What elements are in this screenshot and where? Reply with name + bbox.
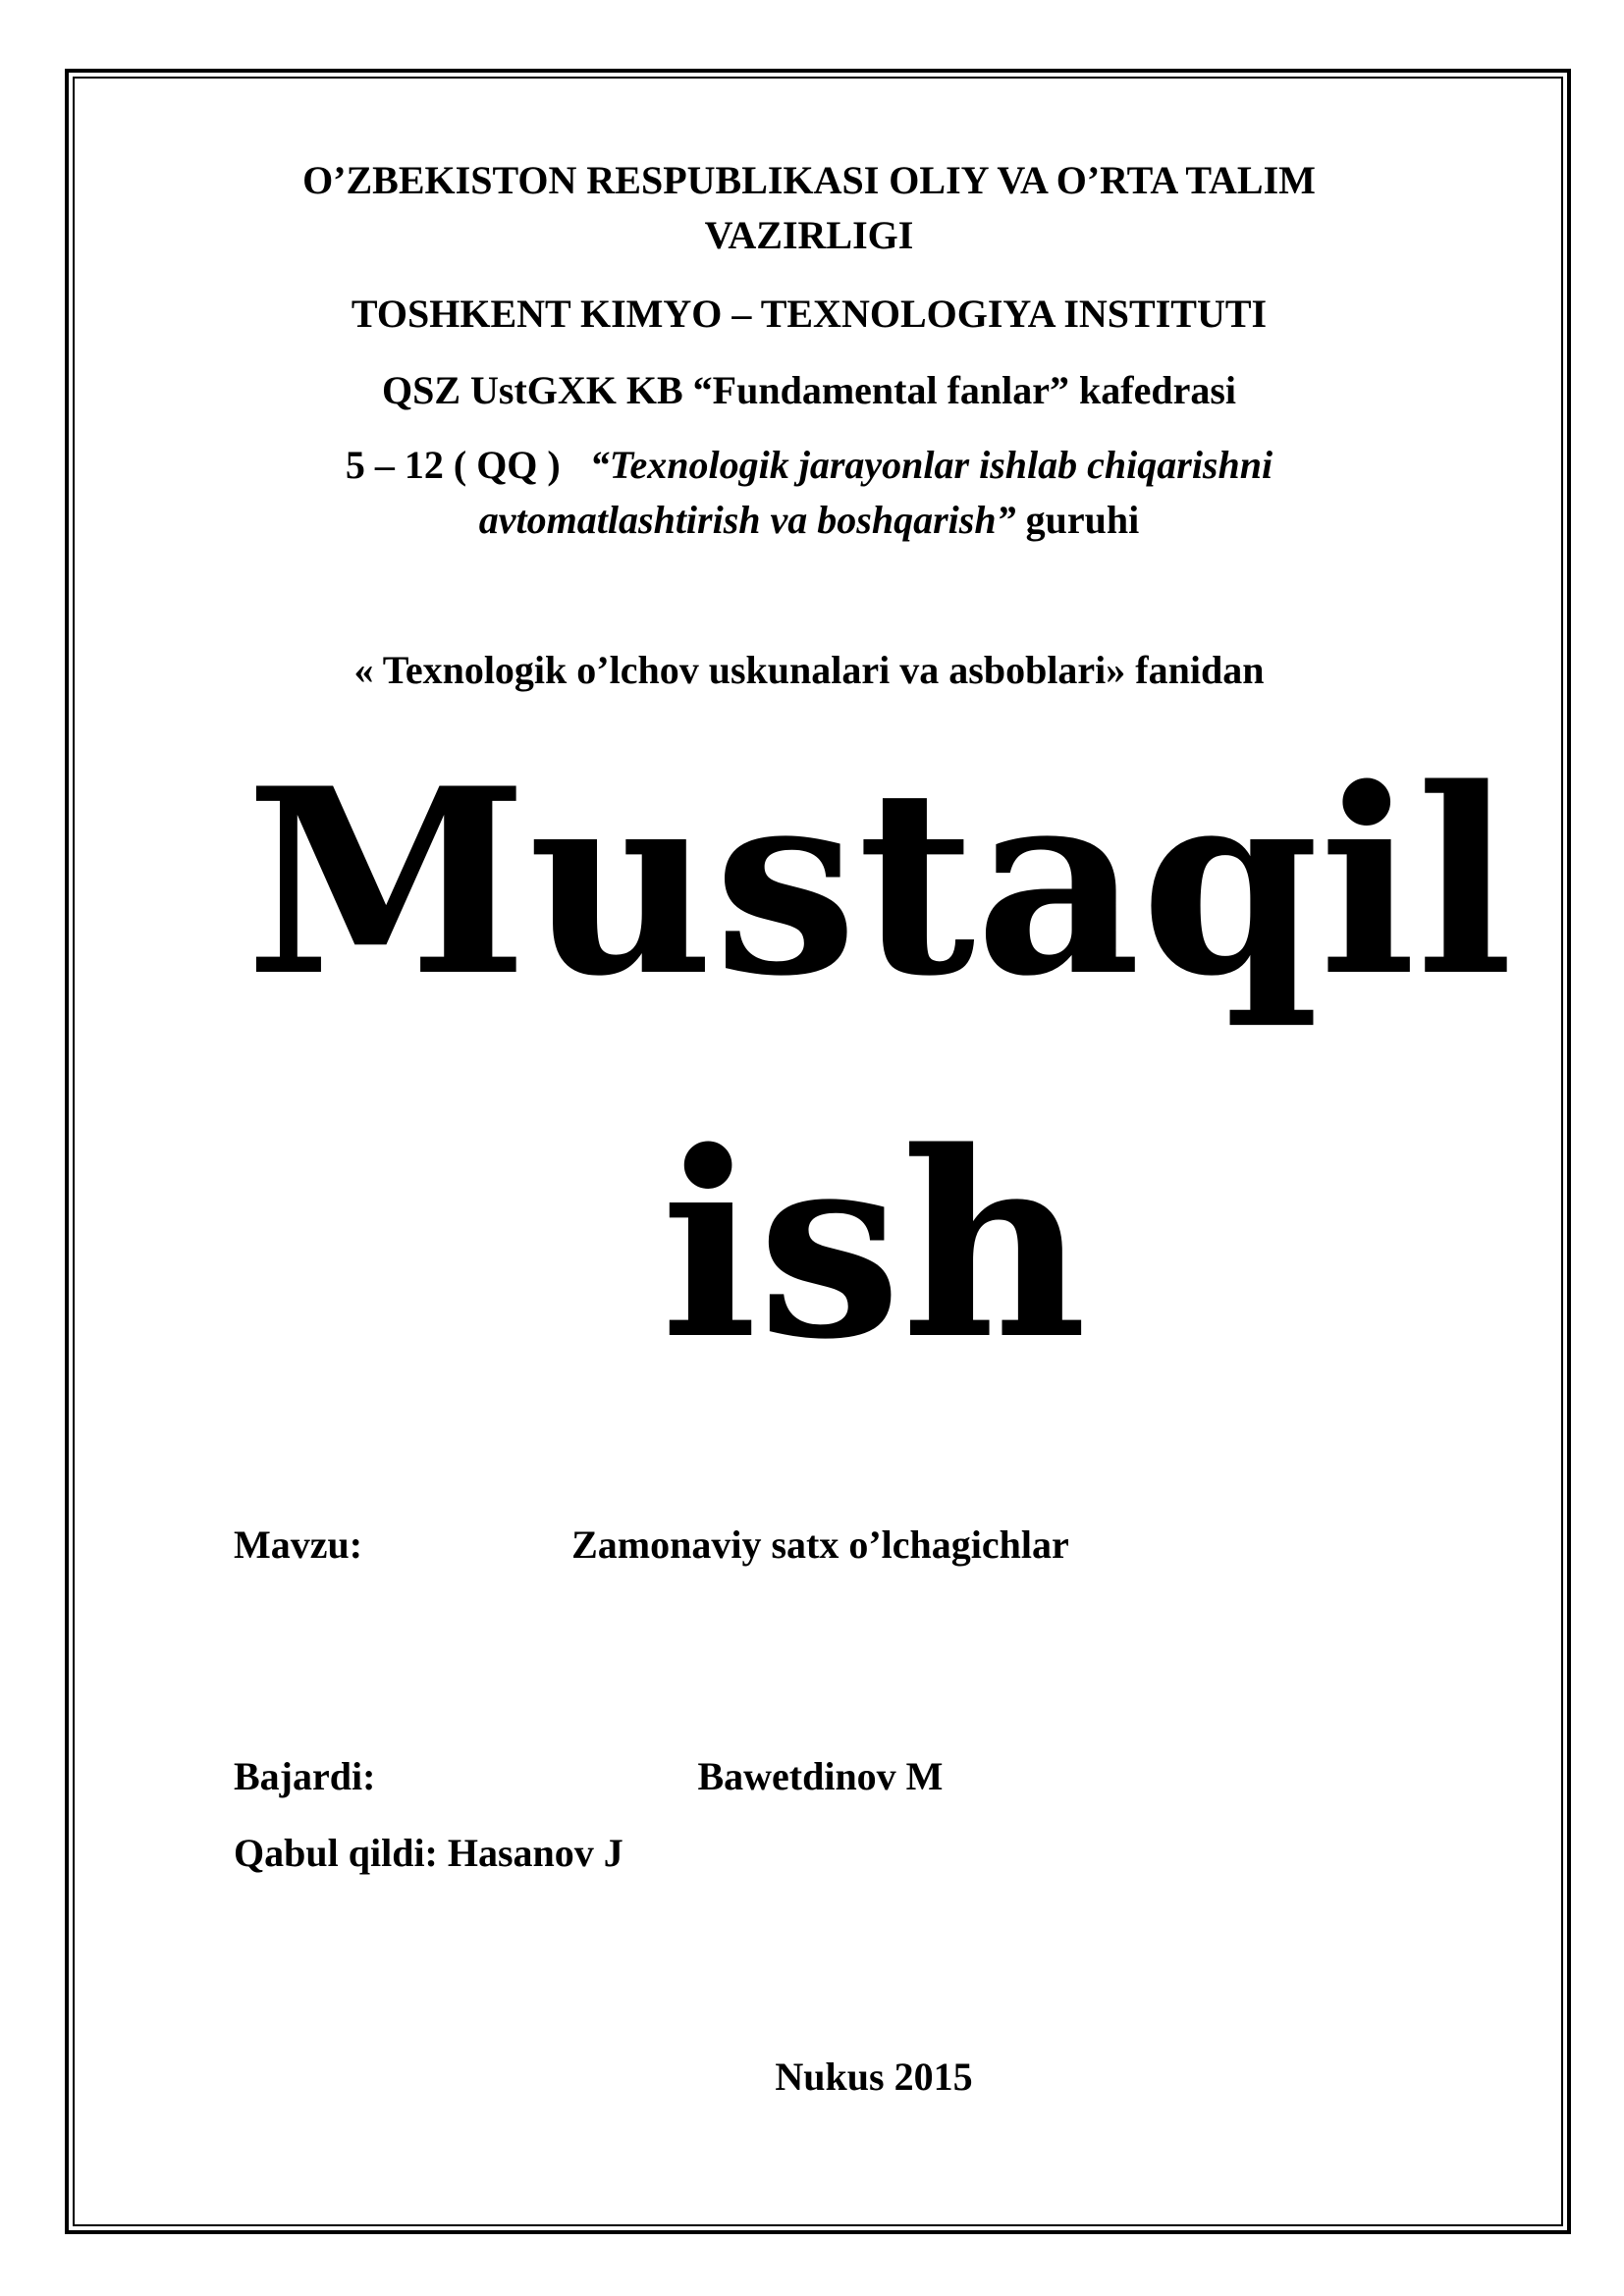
department-heading: QSZ UstGXK KB “Fundamental fanlar” kafedrasi [381, 368, 1237, 412]
topic-row [234, 1518, 1069, 1573]
title-line-1: Mustaqil [245, 733, 1514, 1033]
performer-row [234, 1749, 943, 1804]
accepted-label: Qabul qildi: [234, 1831, 438, 1875]
topic-value: Zamonaviy satx o’lchagichlar [571, 1522, 1069, 1567]
performer-value: Bawetdinov M [697, 1754, 944, 1798]
title-line-2: ish [660, 1096, 1088, 1396]
accepted-row [234, 1826, 623, 1881]
performer-label: Bajardi: [234, 1754, 376, 1798]
group-code: 5 – 12 ( QQ ) [345, 443, 561, 487]
subject-line: « Texnologik o’lchov uskunalari va asboblari» fanidan [353, 648, 1265, 692]
accepted-value: Hasanov J [447, 1831, 623, 1875]
topic-label: Mavzu: [234, 1522, 363, 1567]
institute-heading: TOSHKENT KIMYO – TEXNOLOGIYA INSTITUTI [351, 292, 1268, 336]
ministry-heading: O’ZBEKISTON RESPUBLIKASI OLIY VA O’RTA TALIM VAZIRLIGI [302, 158, 1316, 257]
group-name: “Texnologik jarayonlar ishlab chiqarishni avtomatlashtirish va boshqarish” [478, 443, 1273, 542]
group-heading [206, 438, 1412, 548]
group-suffix: guruhi [1025, 498, 1140, 542]
place-year: Nukus 2015 [775, 2055, 973, 2099]
